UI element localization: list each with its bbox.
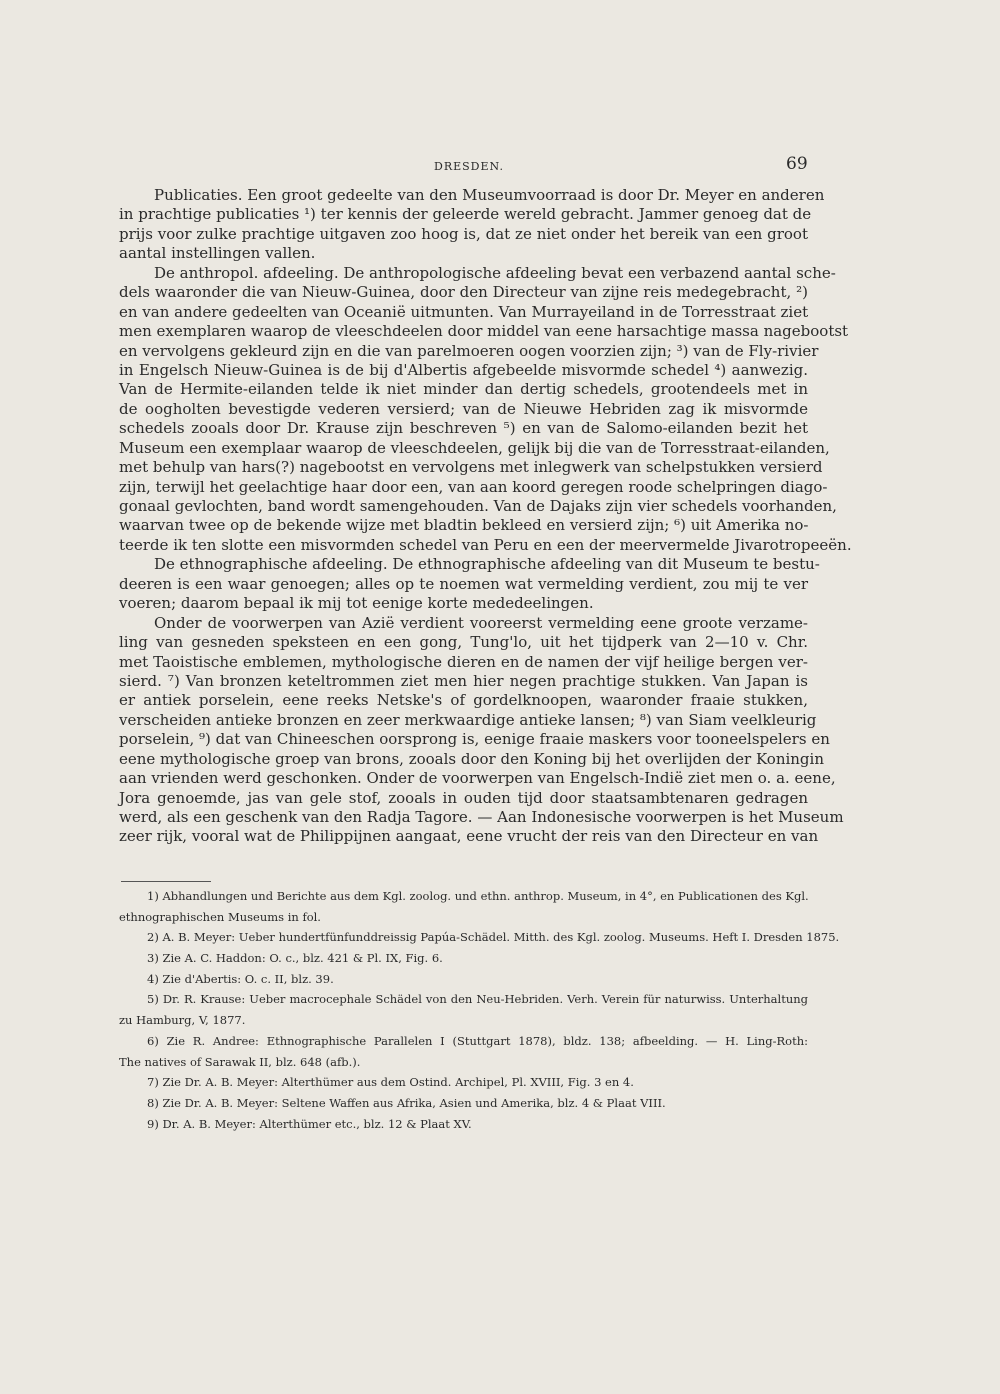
footnote-line: The natives of Sarawak II, blz. 648 (afb.). — [119, 1054, 361, 1069]
text-line: en van andere gedeelten van Oceanië uitmunten. Van Murrayeiland in de Torresstraat ziet — [119, 302, 809, 321]
text-line: zeer rijk, vooral wat de Philippijnen aangaat, eene vrucht der reis van den Directeur en van — [119, 827, 819, 846]
text-line: porselein, ⁹) dat van Chineeschen oorsprong is, eenige fraaie maskers voor tooneelspelers en — [119, 730, 830, 749]
text-line: deeren is een waar genoegen; alles op te noemen wat vermelding verdient, zou mij te ver — [119, 574, 808, 593]
text-line: met Taoistische emblemen, mythologische dieren en de namen der vijf heilige bergen ver- — [119, 652, 808, 671]
text-line: verscheiden antieke bronzen en zeer merkwaardige antieke lansen; ⁸) van Siam veelkleurig — [119, 710, 817, 729]
running-head — [0, 150, 1000, 180]
text-line: in Engelsch Nieuw-Guinea is de bij d'Albertis afgebeelde misvormde schedel ⁴) aanwezig. — [119, 360, 808, 379]
footnote-line: 9) Dr. A. B. Meyer: Alterthümer etc., blz. 12 & Plaat XV. — [147, 1116, 472, 1131]
text-line: prijs voor zulke prachtige uitgaven zoo hoog is, dat ze niet onder het bereik van een groot — [119, 224, 808, 243]
text-line: De anthropol. afdeeling. De anthropologische afdeeling bevat een verbazend aantal sche- — [154, 263, 836, 282]
text-line: waarvan twee op de bekende wijze met bladtin bekleed en versierd zijn; ⁶) uit Amerika no- — [119, 516, 809, 535]
text-line: sierd. ⁷) Van bronzen keteltrommen ziet men hier negen prachtige stukken. Van Japan is — [119, 671, 808, 690]
footnote-line: 3) Zie A. C. Haddon: O. c., blz. 421 & Pl. IX, Fig. 6. — [147, 951, 443, 966]
text-line: Onder de voorwerpen van Azië verdient vooreerst vermelding eene groote verzame- — [154, 613, 808, 632]
text-line: men exemplaren waarop de vleeschdeelen door middel van eene harsachtige massa nagebootst — [119, 322, 849, 341]
footnote-line: 8) Zie Dr. A. B. Meyer: Seltene Waffen aus Afrika, Asien und Amerika, blz. 4 & Plaat VIII. — [147, 1095, 666, 1110]
text-line: aan vrienden werd geschonken. Onder de voorwerpen van Engelsch-Indië ziet men o. a. eene, — [119, 769, 836, 788]
text-line: met behulp van hars(?) nagebootst en vervolgens met inlegwerk van schelpstukken versierd — [119, 458, 823, 477]
text-line: werd, als een geschenk van den Radja Tagore. — Aan Indonesische voorwerpen is het Museum — [119, 808, 844, 826]
text-line: Van de Hermite-eilanden telde ik niet minder dan dertig schedels, grootendeels met in — [119, 380, 808, 399]
footnotes — [119, 886, 840, 1134]
text-line: De ethnographische afdeeling. De ethnographische afdeeling van dit Museum te bestu- — [154, 555, 820, 574]
footnote-line: 7) Zie Dr. A. B. Meyer: Alterthümer aus dem Ostind. Archipel, Pl. XVIII, Fig. 3 en 4. — [147, 1075, 634, 1090]
body-text — [119, 186, 852, 847]
text-line: eene mythologische groep van brons, zooals door den Koning bij het overlijden der Koningin — [119, 749, 824, 768]
text-line: Jora genoemde, jas van gele stof, zooals in ouden tijd door staatsambtenaren gedragen — [119, 788, 808, 807]
text-line: dels waaronder die van Nieuw-Guinea, door den Directeur van zijne reis medegebracht, ²) — [119, 283, 808, 302]
text-line: de oogholten bevestigde vederen versierd; van de Nieuwe Hebriden zag ik misvormde — [119, 399, 808, 418]
text-line: er antiek porselein, eene reeks Netske's of gordelknoopen, waaronder fraaie stukken, — [119, 691, 808, 710]
text-line: zijn, terwijl het geelachtige haar door een, van aan koord geregen roode schelpringen diago- — [119, 477, 828, 496]
text-line: aantal instellingen vallen. — [119, 244, 316, 263]
footnote-line: 4) Zie d'Abertis: O. c. II, blz. 39. — [147, 971, 334, 986]
footnote-line: 6) Zie R. Andree: Ethnographische Parallelen I (Stuttgart 1878), bldz. 138; afbeelding. — H. Ling-Roth: — [147, 1033, 808, 1048]
text-line: in prachtige publicaties ¹) ter kennis der geleerde wereld gebracht. Jammer genoeg dat de — [119, 205, 812, 224]
footnote-line: ethnographischen Museums in fol. — [119, 909, 321, 924]
text-line: gonaal gevlochten, band wordt samengehouden. Van de Dajaks zijn vier schedels voorhanden, — [119, 497, 837, 515]
text-line: voeren; daarom bepaal ik mij tot eenige korte mededeelingen. — [119, 594, 594, 613]
footnote-divider — [121, 881, 211, 882]
page-number: 69 — [786, 154, 808, 174]
footnote-line: zu Hamburg, V, 1877. — [119, 1013, 246, 1028]
text-line: Publicaties. Een groot gedeelte van den Museumvoorraad is door Dr. Meyer en anderen — [154, 186, 825, 204]
footnote-line: 2) A. B. Meyer: Ueber hundertfünfunddreissig Papúa-Schädel. Mitth. des Kgl. zoolog. Museums. Heft I. Dresden 1875. — [147, 930, 840, 945]
footnote-line: 1) Abhandlungen und Berichte aus dem Kgl. zoolog. und ethn. anthrop. Museum, in 4°, en Publicationen des Kgl. — [147, 889, 809, 903]
text-line: ling van gesneden speksteen en een gong, Tung'lo, uit het tijdperk van 2—10 v. Chr. — [119, 633, 808, 652]
running-title: DRESDEN. — [434, 160, 504, 173]
text-line: en vervolgens gekleurd zijn en die van parelmoeren oogen voorzien zijn; ³) van de Fly-rivier — [119, 341, 819, 360]
footnote-line: 5) Dr. R. Krause: Ueber macrocephale Schädel von den Neu-Hebriden. Verh. Verein für naturwiss. Unterhaltung — [147, 992, 808, 1007]
text-line: Museum een exemplaar waarop de vleeschdeelen, gelijk bij die van de Torresstraat-eilanden, — [119, 438, 830, 457]
text-line: teerde ik ten slotte een misvormden schedel van Peru en een der meervermelde Jivarotropeeën. — [119, 535, 852, 554]
text-line: schedels zooals door Dr. Krause zijn beschreven ⁵) en van de Salomo-eilanden bezit het — [119, 419, 808, 438]
